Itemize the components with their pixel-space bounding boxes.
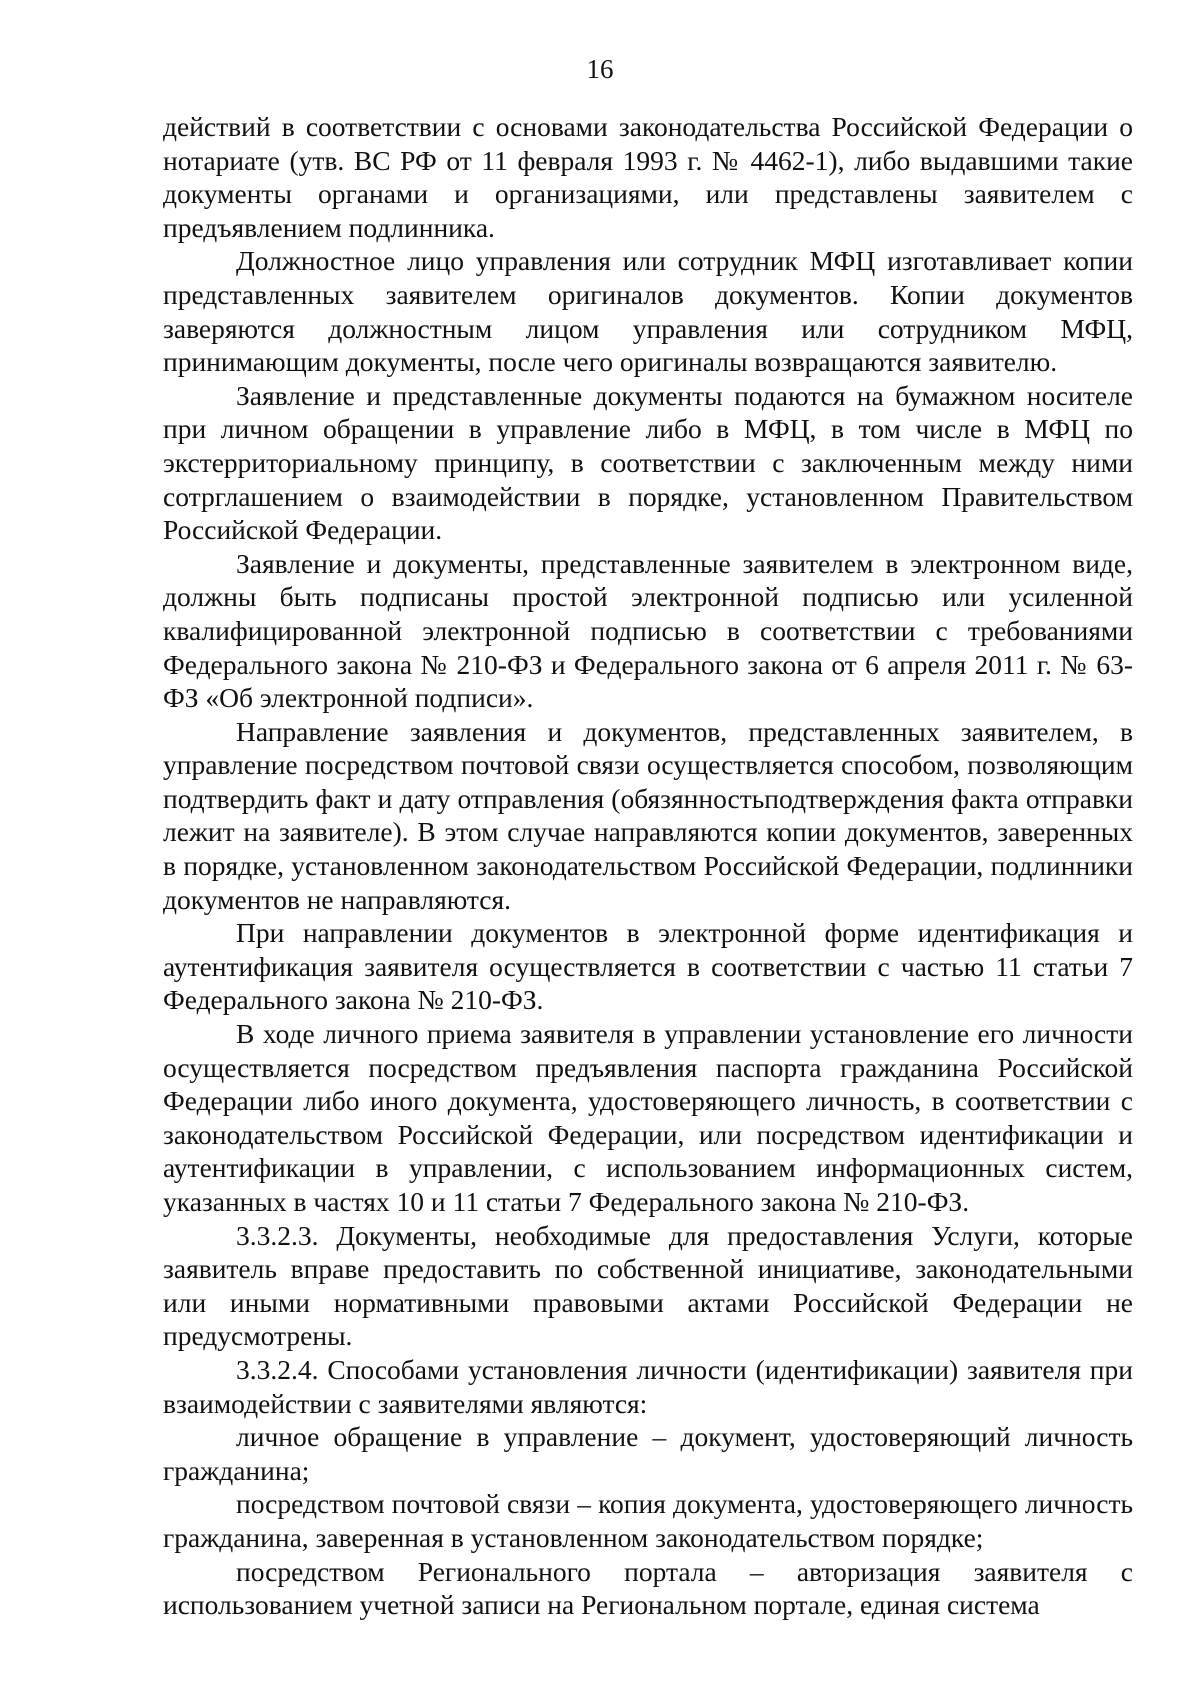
paragraph-continuation: действий в соответствии с основами законодательства Российской Федерации о нотариате (утв. ВС РФ от 11 февраля 1993 г. № 4462-1), либо выдавшими такие документы органами и организациями, или представлены заявителем с предъявлением подлинника.	[163, 111, 1133, 243]
list-item-postal: посредством почтовой связи – копия документа, удостоверяющего личность гражданина, заверенная в установленном законодательством порядке;	[163, 1488, 1133, 1553]
list-item-regional-portal: посредством Регионального портала – авторизация заявителя с использованием учетной записи на Региональном портале, единая система	[163, 1555, 1133, 1621]
paragraph-electronic-signature: Заявление и документы, представленные заявителем в электронном виде, должны быть подписаны простой электронной подписью или усиленной квалифицированной электронной подписью в соответствии с требованиями Федерального закона № 210-ФЗ и Федерального закона от 6 апреля 2011 г. № 63-ФЗ «Об электронной подписи».	[163, 547, 1133, 714]
page-number: 16	[586, 54, 614, 84]
paragraph-personal-reception: В ходе личного приема заявителя в управлении установление его личности осуществляется посредством предъявления паспорта гражданина Российской Федерации либо иного документа, удостоверяющего личность, в соответствии с законодательством Российской Федерации, или посредством идентификации и аутентификации в управлении, с использованием информационных систем, указанных в частях 10 и 11 статьи 7 Федерального закона № 210-ФЗ.	[163, 1018, 1133, 1217]
paragraph-copies-certification: Должностное лицо управления или сотрудник МФЦ изготавливает копии представленных заявителем оригиналов документов. Копии документов заверяются должностным лицом управления или сотрудником МФЦ, принимающим документы, после чего оригиналы возвращаются заявителю.	[163, 245, 1133, 378]
list-item-personal-visit: личное обращение в управление – документ, удостоверяющий личность гражданина;	[163, 1421, 1133, 1486]
paragraph-paper-submission: Заявление и представленные документы подаются на бумажном носителе при личном обращении в управление либо в МФЦ, в том числе в МФЦ по экстерриториальному принципу, в соответствии с заключенным между ними сотрглашением о взаимодействии в порядке, установленном Правительством Российской Федерации.	[163, 379, 1133, 546]
paragraph-electronic-identification: При направлении документов в электронной форме идентификация и аутентификация заявителя осуществляется в соответствии с частью 11 статьи 7 Федерального закона № 210-ФЗ.	[163, 917, 1133, 1016]
paragraph-postal-submission: Направление заявления и документов, представленных заявителем, в управление посредством почтовой связи осуществляется способом, позволяющим подтвердить факт и дату отправления (обязянностьподтверждения факта отправки лежит на заявителе). В этом случае направляются копии документов, заверенных в порядке, установленном законодательством Российской Федерации, подлинники документов не направляются.	[163, 715, 1133, 915]
paragraph-section-3-3-2-4: 3.3.2.4. Способами установления личности (идентификации) заявителя при взаимодействии с заявителями являются:	[163, 1353, 1133, 1419]
paragraph-section-3-3-2-3: 3.3.2.3. Документы, необходимые для предоставления Услуги, которые заявитель вправе предоставить по собственной инициативе, законодательными или иными нормативными правовыми актами Российской Федерации не предусмотрены.	[163, 1219, 1133, 1352]
document-body	[163, 110, 1133, 1622]
